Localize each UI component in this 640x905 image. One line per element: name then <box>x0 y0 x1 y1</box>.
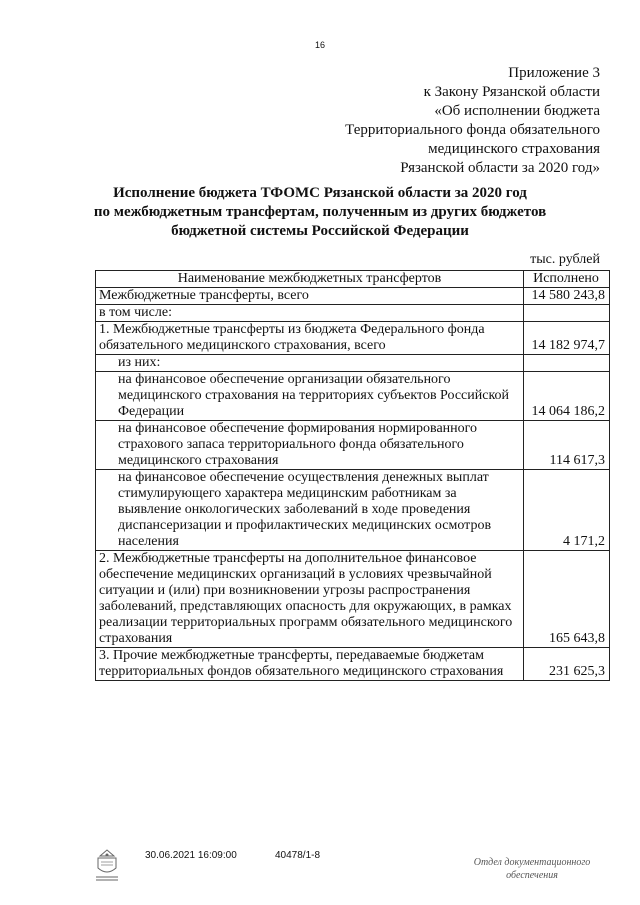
row-amount: 14 064 186,2 <box>524 372 610 421</box>
row-amount: 114 617,3 <box>524 421 610 470</box>
appendix-line: Приложение 3 <box>508 65 600 81</box>
department-stamp <box>452 856 612 882</box>
appendix-line: к Закону Рязанской области <box>423 84 600 100</box>
row-name: на финансовое обеспечение осуществления денежных выплат стимулирующего характера медицинским работникам за выявление онкологических заболеваний в ходе проведения диспансеризации и профилактических медицинских осмотров населения <box>96 470 524 551</box>
row-name: в том числе: <box>96 305 524 322</box>
row-amount: 4 171,2 <box>524 470 610 551</box>
stamp-line: обеспечения <box>506 870 558 881</box>
row-name: на финансовое обеспечение организации обязательного медицинского страхования на территориях субъектов Российской Федерации <box>96 372 524 421</box>
row-amount <box>524 355 610 372</box>
column-header-amount: Исполнено <box>524 271 610 288</box>
table-row <box>96 355 610 372</box>
row-amount: 231 625,3 <box>524 648 610 681</box>
row-amount: 14 580 243,8 <box>524 288 610 305</box>
title-line: по межбюджетным трансфертам, полученным из других бюджетов <box>93 204 547 220</box>
table-row <box>96 372 610 421</box>
row-amount <box>524 305 610 322</box>
appendix-line: Рязанской области за 2020 год» <box>400 160 600 176</box>
units-label: тыс. рублей <box>530 252 600 267</box>
table-row <box>96 322 610 355</box>
row-amount: 165 643,8 <box>524 551 610 648</box>
appendix-line: Территориального фонда обязательного <box>345 122 600 138</box>
footer-timestamp: 30.06.2021 16:09:00 <box>145 850 237 861</box>
table-header-row <box>96 271 610 288</box>
footer-doc-number: 40478/1-8 <box>275 850 321 861</box>
stamp-line: Отдел документационного <box>473 857 591 868</box>
row-name: на финансовое обеспечение формирования нормированного страхового запаса территориального фонда обязательного медицинского страхования <box>96 421 524 470</box>
title-line: Исполнение бюджета ТФОМС Рязанской области за 2020 год <box>113 185 527 201</box>
coat-of-arms-seal-icon <box>92 846 122 882</box>
title-line: бюджетной системы Российской Федерации <box>171 223 469 239</box>
row-name: Межбюджетные трансферты, всего <box>96 288 524 305</box>
appendix-line: «Об исполнении бюджета <box>434 103 600 119</box>
appendix-line: медицинского страхования <box>428 141 600 157</box>
row-name: 1. Межбюджетные трансферты из бюджета Федерального фонда обязательного медицинского страхования, всего <box>96 322 524 355</box>
table-row <box>96 421 610 470</box>
appendix-note <box>345 64 600 178</box>
page-number: 16 <box>314 40 325 50</box>
document-title <box>0 184 640 241</box>
row-name: из них: <box>96 355 524 372</box>
row-amount: 14 182 974,7 <box>524 322 610 355</box>
column-header-name: Наименование межбюджетных трансфертов <box>96 271 524 288</box>
table-row <box>96 648 610 681</box>
table-row <box>96 288 610 305</box>
transfers-table <box>95 270 610 681</box>
row-name: 3. Прочие межбюджетные трансферты, передаваемые бюджетам территориальных фондов обязательного медицинского страхования <box>96 648 524 681</box>
table-row <box>96 470 610 551</box>
row-name: 2. Межбюджетные трансферты на дополнительное финансовое обеспечение медицинских организаций в условиях чрезвычайной ситуации и (или) при возникновении угрозы распространения заболеваний, представляющих опасность для окружающих, в рамках реализации территориальных программ обязательного медицинского страхования <box>96 551 524 648</box>
table-row <box>96 305 610 322</box>
table-row <box>96 551 610 648</box>
